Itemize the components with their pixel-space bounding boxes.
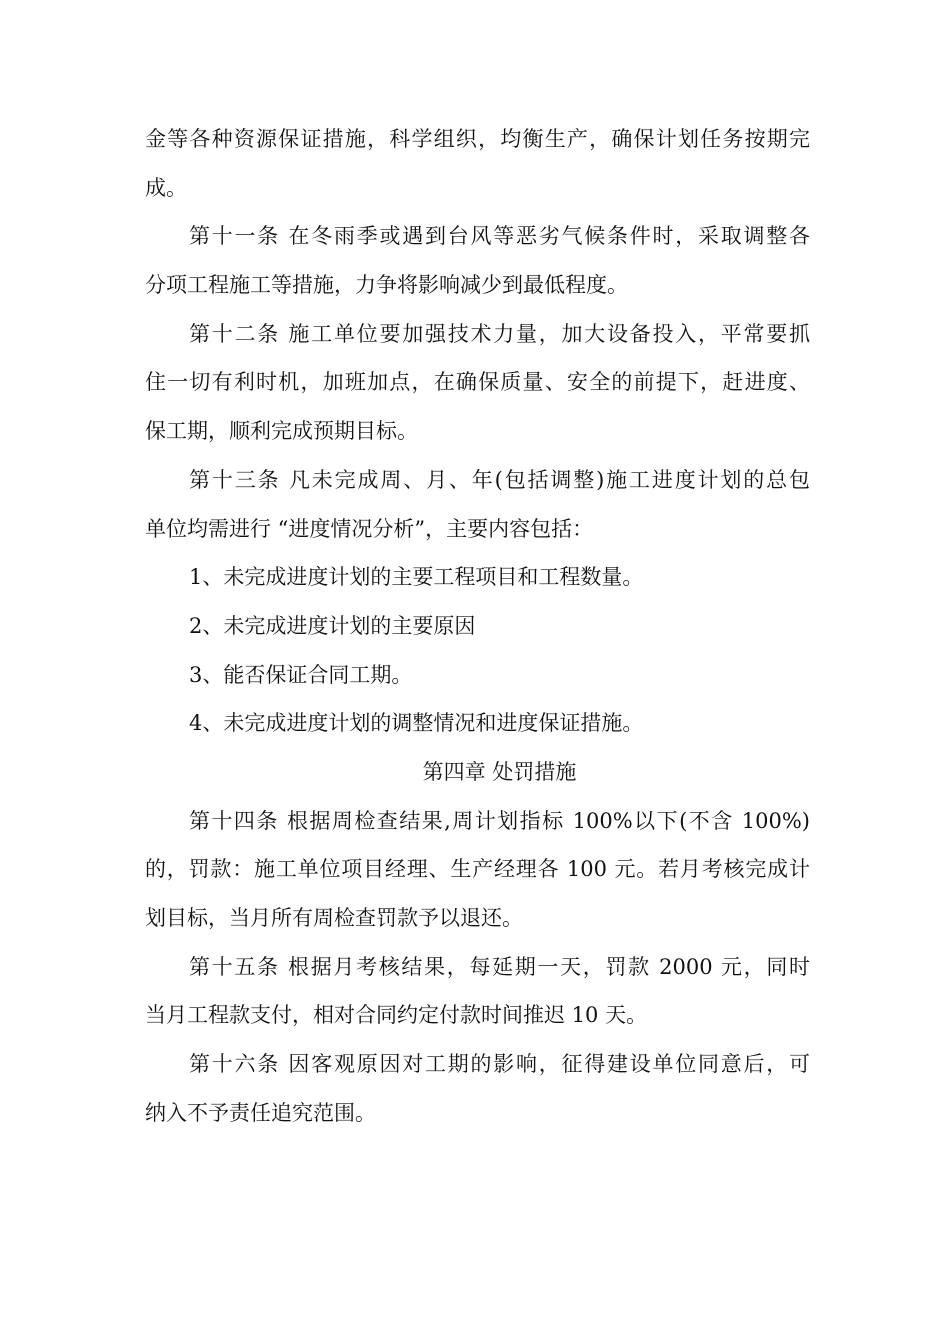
list-item: 3、能否保证合同工期。 bbox=[189, 662, 413, 687]
text-line: 划目标，当月所有周检查罚款予以退还。 bbox=[145, 906, 523, 930]
text-line: 成。 bbox=[145, 175, 187, 200]
text-line: 住一切有利时机，加班加点，在确保质量、安全的前提下，赶进度、 bbox=[145, 370, 810, 395]
article-14-line: 第十四条 根据周检查结果,周计划指标 100%以下(不含 100%) bbox=[189, 808, 810, 833]
text-line: 纳入不予责任追究范围。 bbox=[145, 1100, 376, 1125]
article-15-line: 第十五条 根据月考核结果，每延期一天，罚款 2000 元，同时 bbox=[189, 954, 810, 979]
text-line: 金等各种资源保证措施，科学组织，均衡生产，确保计划任务按期完 bbox=[145, 127, 810, 151]
text-line: 当月工程款支付，相对合同约定付款时间推迟 10 天。 bbox=[145, 1003, 648, 1028]
list-item: 4、未完成进度计划的调整情况和进度保证措施。 bbox=[189, 711, 644, 736]
text-line: 的，罚款：施工单位项目经理、生产经理各 100 元。若月考核完成计 bbox=[145, 857, 810, 882]
list-item: 2、未完成进度计划的主要原因 bbox=[189, 613, 476, 638]
list-item: 1、未完成进度计划的主要工程项目和工程数量。 bbox=[189, 565, 644, 590]
text-line: 单位均需进行 “进度情况分析”，主要内容包括： bbox=[145, 516, 594, 541]
chapter-heading: 第四章 处罚措施 bbox=[422, 759, 577, 784]
article-13-line: 第十三条 凡未完成周、月、年(包括调整)施工进度计划的总包 bbox=[189, 467, 810, 492]
article-11-line: 第十一条 在冬雨季或遇到台风等恶劣气候条件时，采取调整各 bbox=[189, 224, 810, 249]
article-16-line: 第十六条 因客观原因对工期的影响，征得建设单位同意后，可 bbox=[189, 1052, 810, 1077]
text-line: 分项工程施工等措施，力争将影响减少到最低程度。 bbox=[145, 273, 628, 298]
text-line: 保工期，顺利完成预期目标。 bbox=[145, 419, 418, 444]
article-12-line: 第十二条 施工单位要加强技术力量，加大设备投入，平常要抓 bbox=[189, 321, 810, 346]
document-body bbox=[145, 115, 810, 1137]
